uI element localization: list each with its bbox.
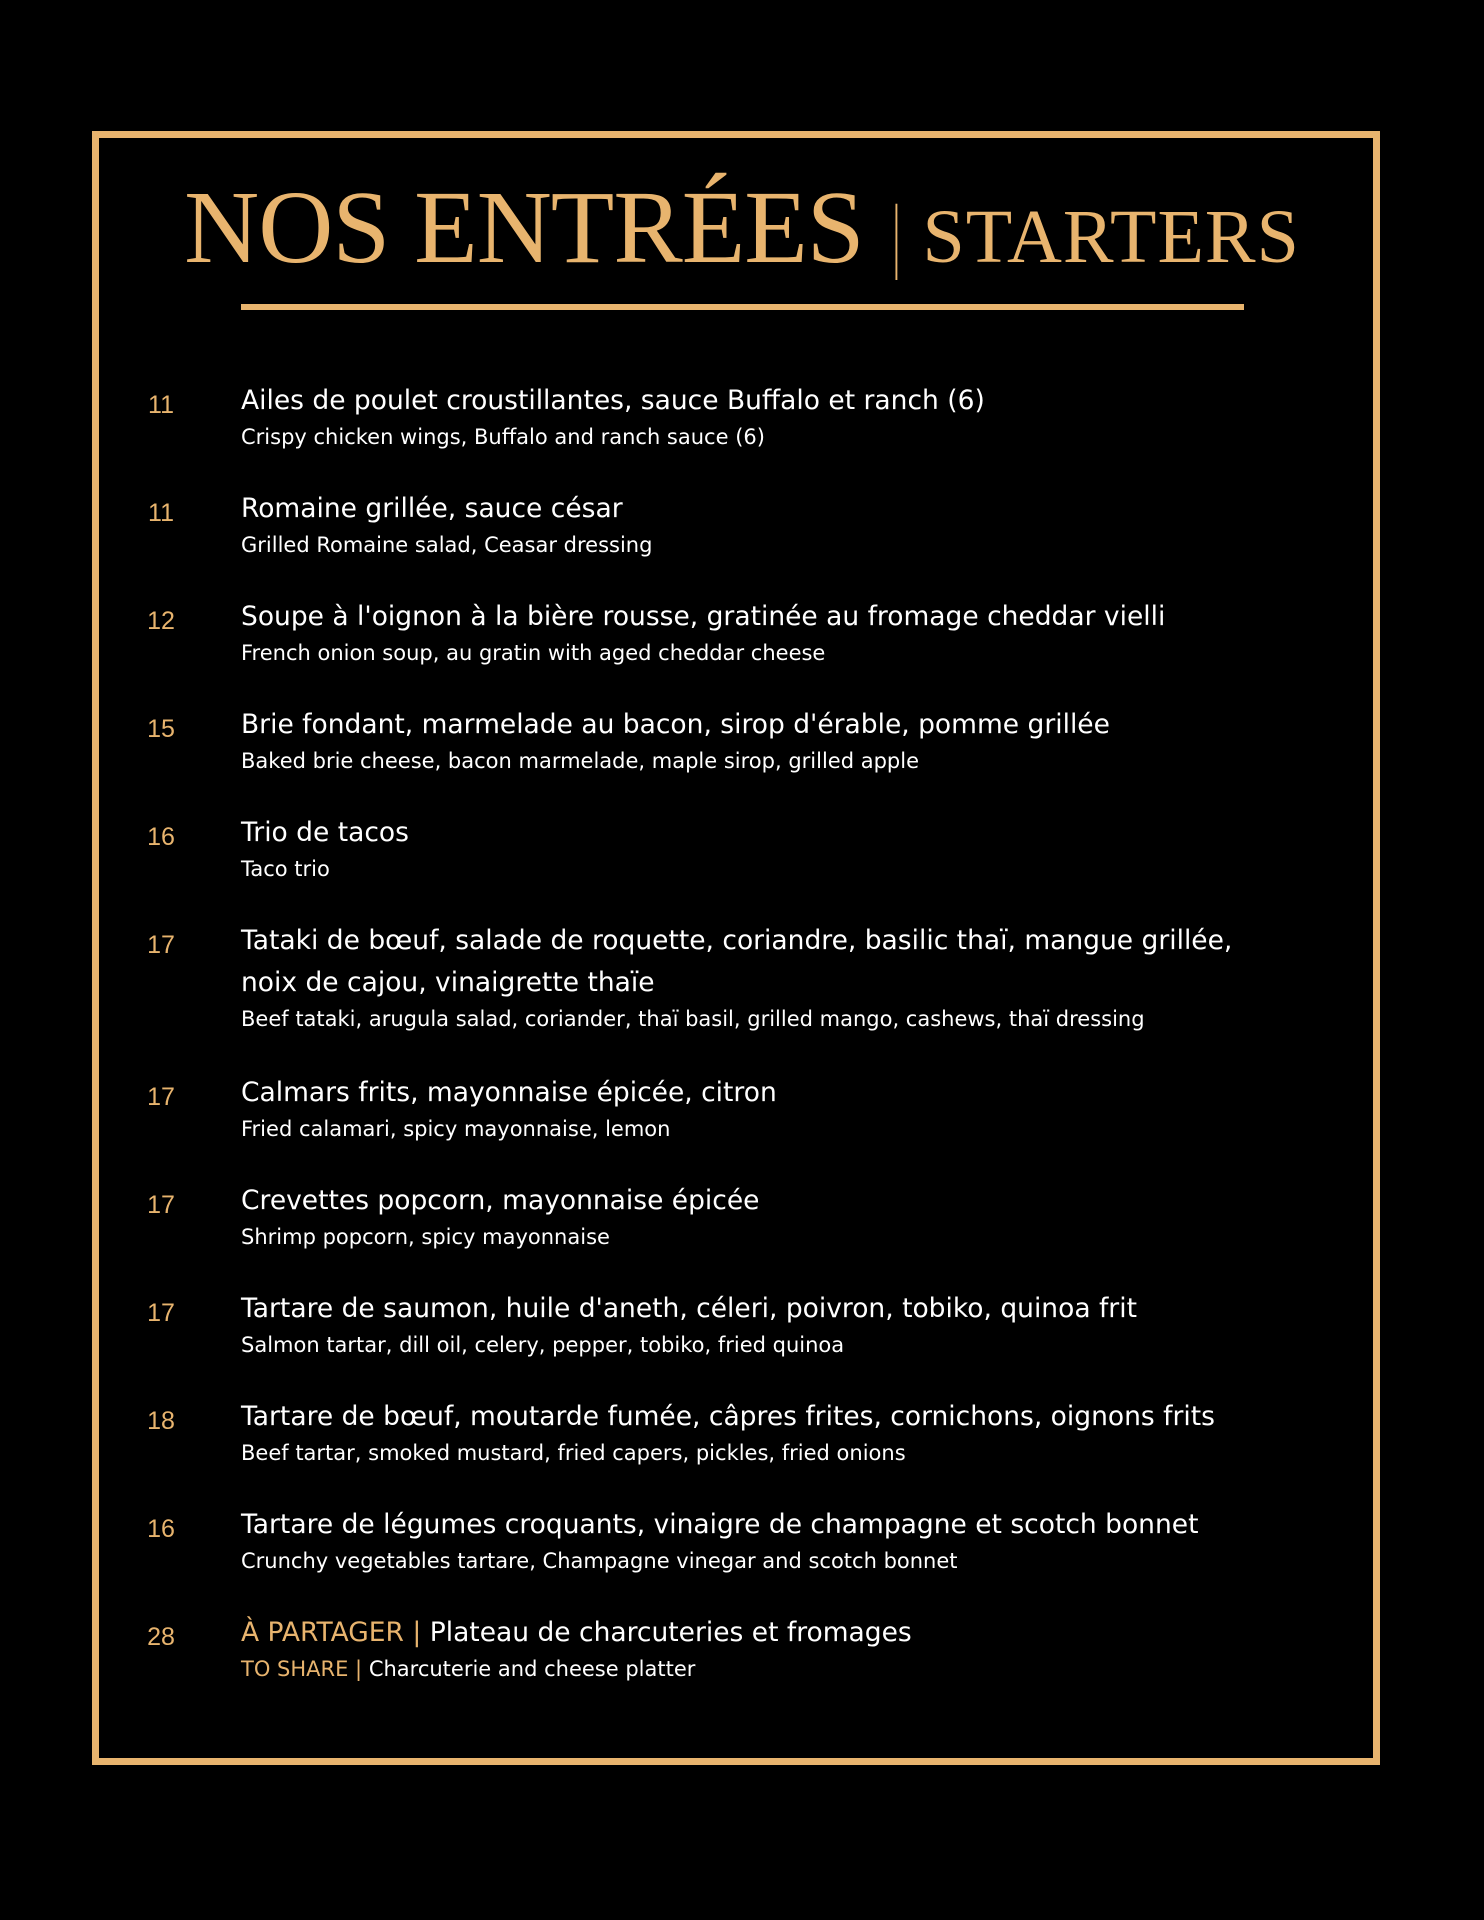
item-name-french: Soupe à l'oignon à la bière rousse, gratinée au fromage cheddar vielli <box>241 601 1166 632</box>
item-name-english: Crunchy vegetables tartare, Champagne vinegar and scotch bonnet <box>241 1549 958 1573</box>
item-price: 15 <box>147 715 175 743</box>
title-french: NOS ENTRÉES <box>184 170 864 285</box>
item-name-french: Tataki de bœuf, salade de roquette, coriandre, basilic thaï, mangue grillée, <box>241 925 1233 956</box>
item-price: 11 <box>148 391 174 419</box>
item-name-french: Plateau de charcuteries et fromages <box>421 1617 912 1648</box>
item-name-french: Romaine grillée, sauce césar <box>241 493 623 524</box>
item-name-french: Tartare de légumes croquants, vinaigre de champagne et scotch bonnet <box>241 1509 1199 1540</box>
item-price: 12 <box>147 607 175 635</box>
item-name-french: Calmars frits, mayonnaise épicée, citron <box>241 1077 777 1108</box>
item-name-english: Taco trio <box>241 857 330 881</box>
item-name-english: Beef tataki, arugula salad, coriander, thaï basil, grilled mango, cashews, thaï dressing <box>241 1007 1145 1031</box>
share-label-french: À PARTAGER | <box>241 1617 422 1648</box>
item-name-french: Brie fondant, marmelade au bacon, sirop d'érable, pomme grillée <box>241 709 1110 740</box>
item-name-english: Shrimp popcorn, spicy mayonnaise <box>241 1225 610 1249</box>
item-price: 17 <box>147 1083 175 1111</box>
item-price: 17 <box>147 1299 175 1327</box>
item-name-french: Trio de tacos <box>241 817 409 848</box>
item-name-english: Charcuterie and cheese platter <box>362 1657 696 1681</box>
item-name-english: Baked brie cheese, bacon marmelade, maple sirop, grilled apple <box>241 749 919 773</box>
title-separator: | <box>892 188 900 281</box>
item-name-english: Fried calamari, spicy mayonnaise, lemon <box>241 1117 671 1141</box>
item-price: 18 <box>147 1407 175 1435</box>
item-name-english: Beef tartar, smoked mustard, fried capers, pickles, fried onions <box>241 1441 906 1465</box>
item-price: 17 <box>147 1191 175 1219</box>
item-price: 16 <box>147 1515 175 1543</box>
item-name-english: Grilled Romaine salad, Ceasar dressing <box>241 533 653 557</box>
item-name-french: Tartare de bœuf, moutarde fumée, câpres frites, cornichons, oignons frits <box>241 1401 1215 1432</box>
item-price: 17 <box>147 931 175 959</box>
item-name-french: Crevettes popcorn, mayonnaise épicée <box>241 1185 760 1216</box>
item-name-french: Ailes de poulet croustillantes, sauce Buffalo et ranch (6) <box>241 385 985 416</box>
title-english: STARTERS <box>922 195 1300 279</box>
item-name-french-continued: noix de cajou, vinaigrette thaïe <box>241 967 655 998</box>
item-name-english: French onion soup, au gratin with aged cheddar cheese <box>241 641 826 665</box>
item-name-english: Crispy chicken wings, Buffalo and ranch sauce (6) <box>241 425 765 449</box>
share-label-english: TO SHARE | <box>241 1657 363 1681</box>
item-price: 11 <box>148 499 174 527</box>
item-name-english: Salmon tartar, dill oil, celery, pepper, tobiko, fried quinoa <box>241 1333 845 1357</box>
item-name-french: Tartare de saumon, huile d'aneth, céleri, poivron, tobiko, quinoa frit <box>241 1293 1137 1324</box>
item-price: 16 <box>147 823 175 851</box>
item-price: 28 <box>147 1623 175 1651</box>
